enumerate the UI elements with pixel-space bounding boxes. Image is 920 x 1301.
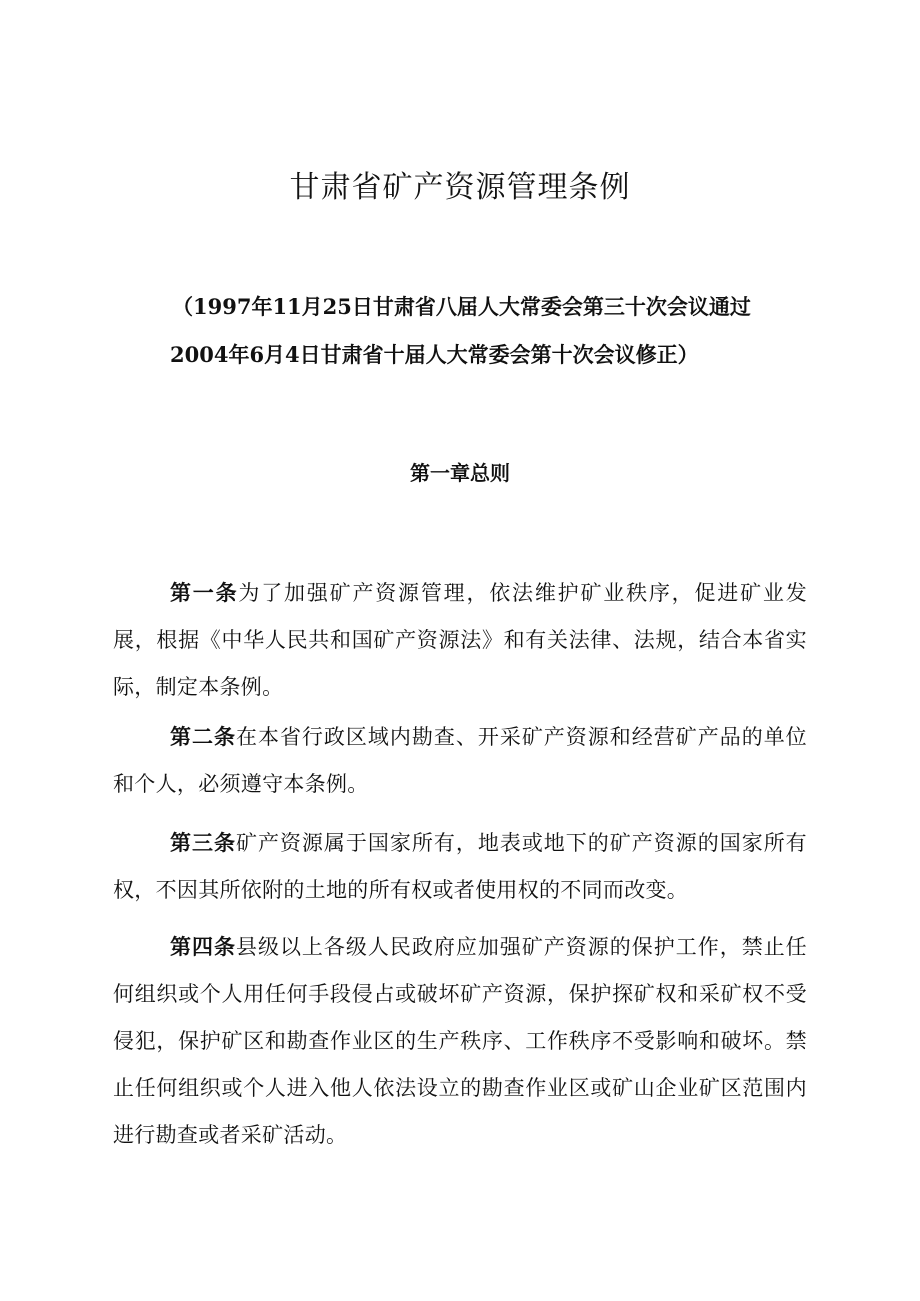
article-text: 为了加强矿产资源管理，依法维护矿业秩序，促进矿业发展，根据《中华人民共和国矿产资源法》和有关法律、法规，结合本省实际，制定本条例。 [113, 581, 808, 699]
article-label: 第一条 [170, 581, 239, 605]
article-label: 第四条 [170, 935, 236, 959]
article-text: 在本省行政区域内勘查、开采矿产资源和经营矿产品的单位和个人，必须遵守本条例。 [113, 725, 807, 796]
chapter-heading: 第一章总则 [410, 461, 510, 485]
article-3 [113, 820, 807, 914]
article-text: 矿产资源属于国家所有，地表或地下的矿产资源的国家所有权，不因其所依附的土地的所有权或者使用权的不同而改变。 [113, 831, 807, 902]
article-text: 县级以上各级人民政府应加强矿产资源的保护工作，禁止任何组织或个人用任何手段侵占或破坏矿产资源，保护探矿权和采矿权不受侵犯，保护矿区和勘查作业区的生产秩序、工作秩序不受影响和破坏。禁止任何组织或个人进入他人依法设立的勘查作业区或矿山企业矿区范围内进行勘查或者采矿活动。 [113, 935, 807, 1147]
article-1 [113, 570, 807, 711]
document-title: 甘肃省矿产资源管理条例 [289, 170, 631, 205]
adoption-note-line-1: （1997年11月25日甘肃省八届人大常委会第三十次会议通过 [172, 294, 751, 319]
article-label: 第二条 [170, 725, 236, 749]
adoption-note-line-2: 2004年6月4日甘肃省十届人大常委会第十次会议修正） [170, 342, 699, 367]
article-label: 第三条 [170, 831, 236, 855]
article-4 [113, 924, 807, 1159]
article-2 [113, 714, 807, 808]
